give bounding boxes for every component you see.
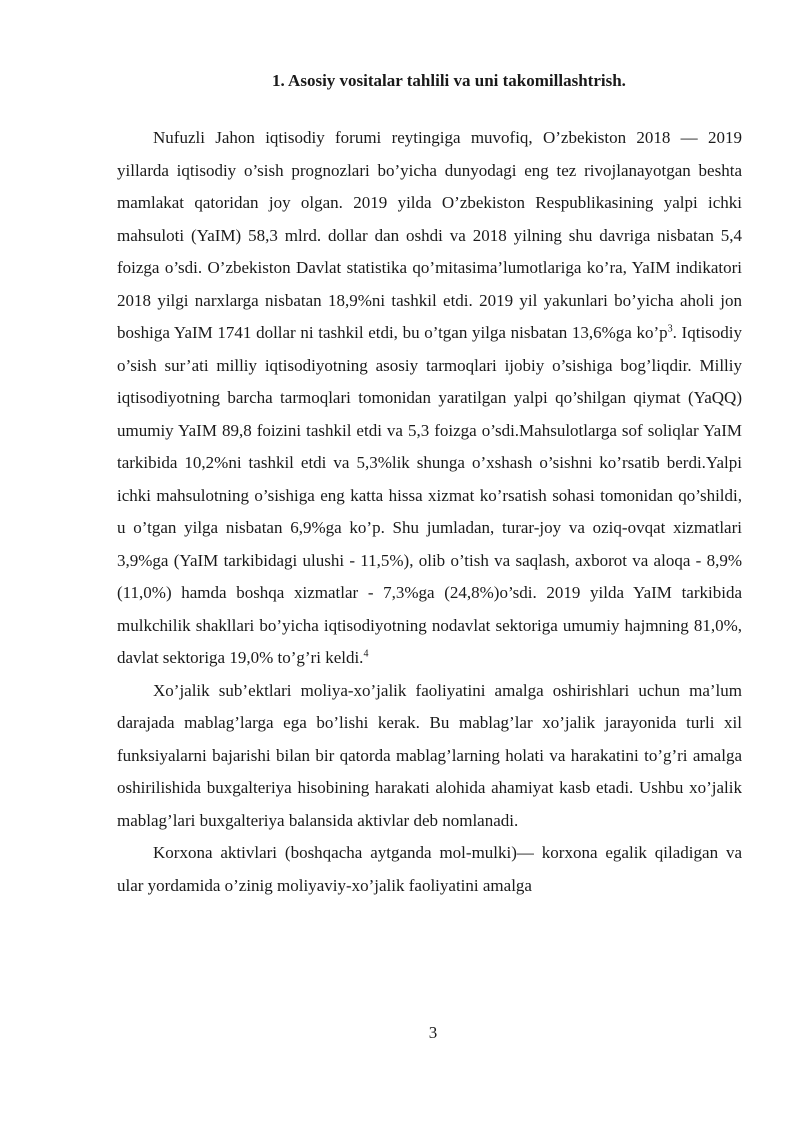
- body-text: [117, 122, 742, 902]
- page-number: 3: [428, 1023, 438, 1042]
- section-heading: 1. Asosiy vositalar tahlili va uni takomillashtrish.: [272, 71, 626, 90]
- footnote-ref-3: 3: [667, 323, 673, 335]
- paragraph-3: Korxona aktivlari (boshqacha aytganda mol-mulki)— korxona egalik qiladigan va ular yordamida o’zinig moliyaviy-xo’jalik faoliyatini amalga: [117, 843, 742, 895]
- paragraph-2: Xo’jalik sub’ektlari moliya-xo’jalik faoliyatini amalga oshirishlari uchun ma’lum darajada mablag’larga ega bo’lishi kerak. Bu mablag’lar xo’jalik jarayonida turli xil funksiyalarni bajarishi bilan bir qatorda mablag’larning holati va harakatini to’g’ri amalga oshirilishida buxgalteriya hisobining harakati alohida ahamiyat kasb etadi. Ushbu xo’jalik mablag’lari buxgalteriya balansida aktivlar deb nomlanadi.: [117, 680, 742, 830]
- footnote-ref-4: 4: [363, 648, 369, 660]
- paragraph-1-text-a: Nufuzli Jahon iqtisodiy forumi reytingiga muvofiq, O’zbekiston 2018 — 2019 yillarda iqtisodiy o’sish prognozlari bo’yicha dunyodagi eng tez rivojlanayotgan beshta mamlakat qatoridan joy olgan. 2019 yilda O’zbekiston Respublikasining yalpi ichki mahsuloti (YaIM) 58,3 mlrd. dollar dan oshdi va 2018 yilning shu davriga nisbatan 5,4 foizga o’sdi. O’zbekiston Davlat statistika qo’mitasima’lumotlariga ko’ra, YaIM indikatori 2018 yilgi narxlarga nisbatan 18,9%ni tashkil etdi. 2019 yil yakunlari bo’yicha aholi jon boshiga YaIM 1741 dollar ni tashkil etdi, bu o’tgan yilga nisbatan 13,6%ga ko’p: [117, 128, 742, 342]
- paragraph-1: [117, 122, 742, 675]
- paragraph-1-text-b: . Iqtisodiy o’sish sur’ati milliy iqtisodiyotning asosiy tarmoqlari ijobiy o’sishiga bog’liqdir. Milliy iqtisodiyotning barcha tarmoqlari tomonidan yaratilgan yalpi qo’shilgan qiymat (YaQQ) umumiy YaIM 89,8 foizini tashkil etdi va 5,3 foizga o’sdi.Mahsulotlarga sof soliqlar YaIM tarkibida 10,2%ni tashkil etdi va 5,3%lik shunga o’xshash o’sishni ko’rsatib berdi.Yalpi ichki mahsulotning o’sishiga eng katta hissa xizmat ko’rsatish sohasi tomonidan qo’shildi, u o’tgan yilga nisbatan 6,9%ga ko’p. Shu jumladan, turar-joy va oziq-ovqat xizmatlari 3,9%ga (YaIM tarkibidagi ulushi - 11,5%), olib o’tish va saqlash, axborot va aloqa - 8,9% (11,0%) hamda boshqa xizmatlar - 7,3%ga (24,8%)o’sdi. 2019 yilda YaIM tarkibida mulkchilik shakllari bo’yicha iqtisodiyotning nodavlat sektoriga umumiy hajmning 81,0%, davlat sektoriga 19,0% to’g’ri keldi.: [117, 323, 743, 667]
